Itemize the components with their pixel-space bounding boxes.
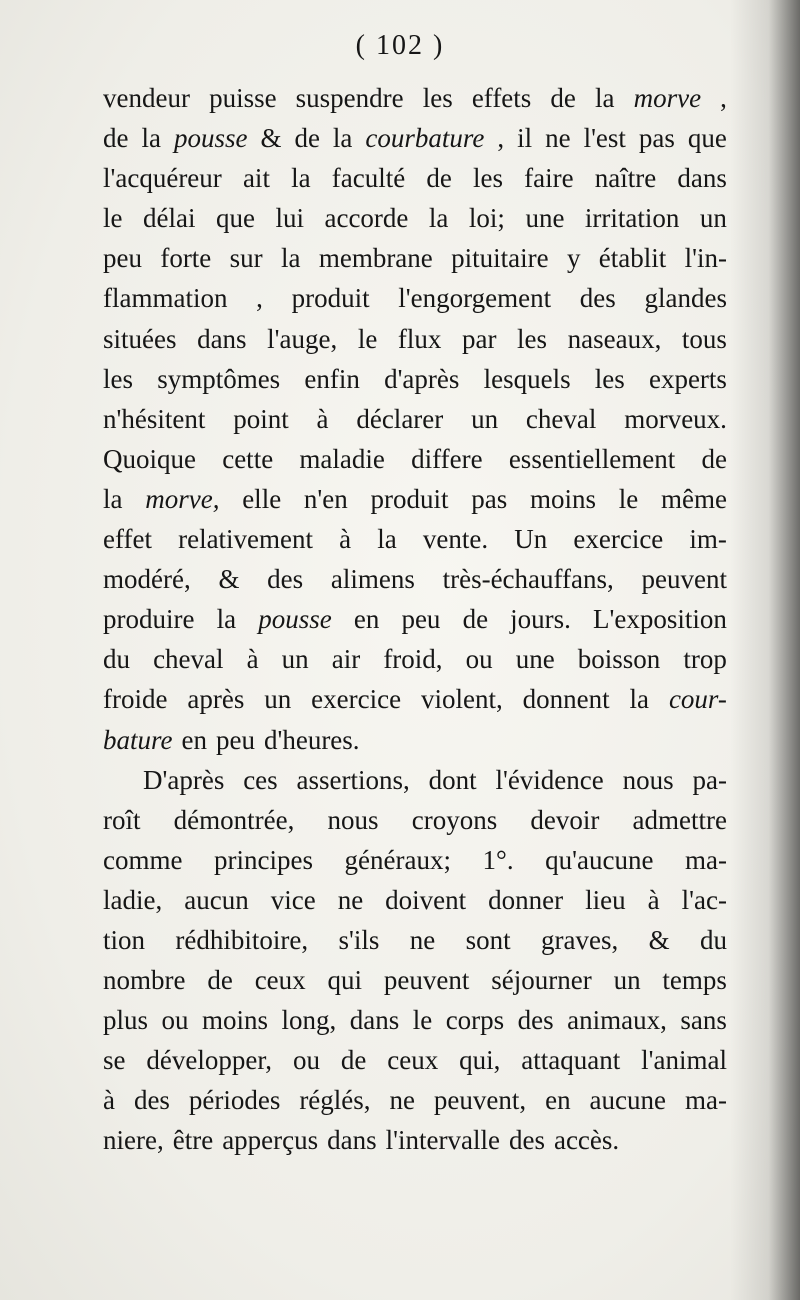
- word: peu: [401, 604, 441, 635]
- word: essentiellement: [508, 443, 676, 474]
- word: un: [471, 403, 499, 434]
- word: ces: [243, 764, 278, 795]
- word: differe: [411, 443, 483, 474]
- word: naître: [594, 163, 657, 194]
- word: établit: [598, 243, 667, 274]
- word: accès.: [553, 1125, 620, 1156]
- word: à: [316, 403, 329, 434]
- word: sont: [465, 924, 511, 955]
- word: la: [428, 203, 449, 234]
- word: accorde: [324, 203, 409, 234]
- word: l'est: [583, 123, 626, 154]
- word: im-: [689, 524, 727, 555]
- word: faculté: [331, 163, 406, 194]
- word: ne: [389, 1085, 415, 1116]
- word: cette: [222, 443, 274, 474]
- word: l'ac-: [681, 884, 727, 915]
- word: ,: [720, 83, 727, 113]
- text-line: [103, 679, 727, 719]
- text-line: [103, 78, 727, 118]
- word: déclarer: [356, 403, 444, 434]
- word: vente.: [422, 524, 489, 555]
- word: experts: [648, 363, 727, 394]
- word: effets: [471, 83, 532, 113]
- word: pousse: [258, 604, 332, 635]
- word: exercice: [573, 524, 664, 555]
- text-line: [103, 118, 727, 158]
- text-line: [103, 158, 727, 198]
- word: lesquels: [483, 363, 571, 394]
- word: Quoique: [103, 443, 196, 474]
- word: ne: [337, 884, 364, 915]
- word: pas: [638, 123, 675, 154]
- word: le: [357, 323, 378, 354]
- word: situées: [103, 323, 177, 354]
- word: devoir: [530, 804, 600, 835]
- word: une: [525, 203, 565, 234]
- word: à: [339, 524, 352, 555]
- text-line: [103, 1080, 727, 1120]
- word: la: [103, 483, 123, 514]
- text-line: [103, 720, 727, 760]
- word: un: [699, 203, 727, 234]
- text-line: [103, 238, 727, 278]
- word: symptômes: [157, 363, 281, 394]
- page-number: ( 102 ): [355, 30, 445, 61]
- word: produit: [370, 483, 449, 514]
- word: L'exposition: [593, 604, 727, 635]
- word: morveux.: [624, 403, 727, 434]
- word: ma-: [684, 1085, 727, 1116]
- word: des: [267, 564, 304, 595]
- word: aucun: [184, 884, 249, 915]
- word: y: [566, 243, 581, 274]
- word: modéré,: [103, 564, 191, 595]
- word: pousse: [173, 123, 248, 154]
- text-line: [103, 1040, 727, 1080]
- word: moins: [529, 483, 596, 514]
- text-line: [103, 519, 727, 559]
- word: de: [701, 443, 727, 474]
- word: jours.: [510, 604, 571, 635]
- word: nous: [327, 804, 379, 835]
- word: vice: [270, 884, 316, 915]
- word: peuvent: [641, 564, 727, 595]
- word: n'en: [303, 483, 348, 514]
- word: Un: [514, 524, 548, 555]
- word: cheval: [153, 644, 224, 675]
- word: lui: [275, 203, 304, 234]
- word: aucune: [589, 1085, 666, 1116]
- word: point: [233, 403, 289, 434]
- word: séjourner: [491, 965, 592, 996]
- word: des: [508, 1125, 545, 1156]
- word: ,: [497, 123, 505, 154]
- word: dans: [677, 163, 727, 194]
- word: dans: [349, 1005, 400, 1036]
- word: dans: [327, 1125, 377, 1156]
- word: irritation: [584, 203, 680, 234]
- word: long,: [281, 1005, 337, 1036]
- word: ceux: [387, 1045, 439, 1076]
- word: flammation: [103, 283, 228, 314]
- word: pa-: [692, 764, 727, 795]
- word: se: [103, 1045, 126, 1076]
- word: de: [550, 83, 576, 113]
- word: la: [377, 524, 397, 555]
- word: en: [353, 604, 380, 635]
- word: qui,: [459, 1045, 501, 1076]
- word: par: [461, 323, 497, 354]
- word: elle: [242, 483, 282, 514]
- word: comme: [103, 844, 183, 875]
- word: donnent: [522, 684, 610, 715]
- word: il: [517, 123, 533, 154]
- word: nombre: [103, 965, 186, 996]
- word: lieu: [585, 884, 626, 915]
- word: très-échauffans,: [442, 564, 614, 595]
- word: niere,: [103, 1125, 164, 1156]
- word: cheval: [525, 403, 597, 434]
- word: l'in-: [684, 243, 727, 274]
- word: des: [517, 1005, 554, 1036]
- word: d'après: [384, 363, 460, 394]
- word: la: [594, 83, 615, 113]
- word: la: [332, 123, 353, 154]
- text-line: [103, 479, 727, 519]
- word: de: [207, 965, 233, 996]
- word: des: [133, 1085, 170, 1116]
- word: les: [422, 83, 453, 113]
- word: forte: [160, 243, 212, 274]
- word: ceux: [254, 965, 306, 996]
- word: boisson: [577, 644, 661, 675]
- word: un: [281, 644, 309, 675]
- word: délai: [143, 203, 196, 234]
- word: ladie,: [103, 884, 163, 915]
- word: morve: [633, 83, 702, 113]
- word: apperçus: [222, 1125, 319, 1156]
- word: sur: [229, 243, 263, 274]
- word: du: [699, 924, 727, 955]
- word: la: [141, 123, 161, 154]
- word: froide: [103, 684, 168, 715]
- word: de: [103, 123, 129, 154]
- text-line: [103, 559, 727, 599]
- text-line: [103, 800, 727, 840]
- word: sans: [680, 1005, 727, 1036]
- word: moins: [201, 1005, 268, 1036]
- word: graves,: [541, 924, 619, 955]
- text-line: [103, 278, 727, 318]
- text-line: [103, 319, 727, 359]
- word: vendeur: [103, 83, 190, 113]
- word: flux: [397, 323, 442, 354]
- word: pas: [471, 483, 508, 514]
- word: cour-: [668, 684, 727, 715]
- word: nous: [622, 764, 674, 795]
- word: loi;: [468, 203, 505, 234]
- word: faire: [524, 163, 574, 194]
- word: une: [515, 644, 555, 675]
- word: temps: [662, 965, 727, 996]
- word: le: [412, 1005, 433, 1036]
- word: à: [246, 644, 259, 675]
- word: maladie: [299, 443, 385, 474]
- word: périodes: [188, 1085, 281, 1116]
- word: que: [215, 203, 255, 234]
- word: à: [103, 1085, 115, 1116]
- text-line: [103, 639, 727, 679]
- text-line: [103, 960, 727, 1000]
- word: tous: [681, 323, 727, 354]
- word: attaquant: [521, 1045, 621, 1076]
- page-edge-shadow: [730, 0, 800, 1300]
- word: principes: [214, 844, 313, 875]
- word: les: [594, 363, 625, 394]
- word: la: [291, 163, 311, 194]
- word: air: [331, 644, 361, 675]
- text-line: [103, 880, 727, 920]
- word: les: [517, 323, 548, 354]
- word: puisse: [209, 83, 277, 113]
- word: peu: [215, 724, 255, 755]
- word: être: [172, 1125, 214, 1156]
- text-line: [103, 760, 727, 800]
- word: croyons: [411, 804, 498, 835]
- word: du: [103, 644, 130, 675]
- word: trop: [683, 644, 727, 675]
- word: rédhibitoire,: [175, 924, 309, 955]
- word: glandes: [644, 283, 727, 314]
- word: réglés,: [299, 1085, 371, 1116]
- text-line: [103, 599, 727, 639]
- word: plus: [103, 1005, 149, 1036]
- word: peuvent: [383, 965, 470, 996]
- text-line: [103, 840, 727, 880]
- text-line: [103, 439, 727, 479]
- word: les: [473, 163, 504, 194]
- paragraph: [103, 760, 727, 1161]
- word: l'évidence: [495, 764, 604, 795]
- word: admettre: [632, 804, 727, 835]
- text-line: [103, 198, 727, 238]
- word: &: [648, 924, 670, 955]
- word: que: [687, 123, 727, 154]
- word: peuvent,: [433, 1085, 527, 1116]
- word: en: [181, 724, 207, 755]
- word: dont: [428, 764, 477, 795]
- word: animaux,: [567, 1005, 667, 1036]
- word: relativement: [178, 524, 314, 555]
- word: corps: [445, 1005, 505, 1036]
- paragraph: [103, 78, 727, 760]
- word: ,: [256, 283, 263, 314]
- word: violent,: [420, 684, 503, 715]
- word: s'ils: [338, 924, 380, 955]
- word: ma-: [684, 844, 727, 875]
- word: à: [647, 884, 660, 915]
- word: &: [218, 564, 240, 595]
- word: &: [260, 123, 282, 154]
- word: peu: [103, 243, 142, 274]
- word: enfin: [304, 363, 360, 394]
- word: généraux;: [344, 844, 451, 875]
- word: les: [103, 363, 133, 394]
- word: exercice: [311, 684, 402, 715]
- word: doivent: [385, 884, 467, 915]
- body-text: [103, 78, 727, 1161]
- word: froid,: [383, 644, 443, 675]
- text-line: [103, 920, 727, 960]
- word: roît: [103, 804, 141, 835]
- word: ne: [409, 924, 436, 955]
- word: naseaux,: [567, 323, 662, 354]
- word: 1°.: [482, 844, 514, 875]
- word: développer,: [146, 1045, 273, 1076]
- word: la: [216, 604, 237, 635]
- text-line: [103, 1000, 727, 1040]
- word: D'après: [143, 764, 225, 795]
- word: démontrée,: [173, 804, 295, 835]
- word: même: [660, 483, 727, 514]
- text-line: [103, 399, 727, 439]
- word: ait: [242, 163, 270, 194]
- word: un: [613, 965, 641, 996]
- word: de: [294, 123, 320, 154]
- word: membrane: [318, 243, 433, 274]
- word: produit: [291, 283, 370, 314]
- word: le: [103, 203, 123, 234]
- text-line: [103, 359, 727, 399]
- word: d'heures.: [263, 724, 360, 755]
- word: morve,: [145, 483, 220, 514]
- word: l'acquéreur: [103, 163, 222, 194]
- word: ou: [292, 1045, 320, 1076]
- word: assertions,: [296, 764, 410, 795]
- word: qu'aucune: [545, 844, 654, 875]
- word: ne: [545, 123, 571, 154]
- word: dans: [197, 323, 247, 354]
- word: la: [280, 243, 301, 274]
- word: en: [545, 1085, 571, 1116]
- word: l'animal: [641, 1045, 727, 1076]
- word: donner: [488, 884, 564, 915]
- word: ou: [161, 1005, 189, 1036]
- word: suspendre: [295, 83, 404, 113]
- word: l'engorgement: [398, 283, 552, 314]
- word: tion: [103, 924, 146, 955]
- word: des: [579, 283, 616, 314]
- word: courbature: [365, 123, 485, 154]
- word: ou: [465, 644, 493, 675]
- word: produire: [103, 604, 195, 635]
- word: le: [618, 483, 639, 514]
- word: de: [462, 604, 489, 635]
- word: bature: [103, 724, 173, 755]
- word: n'hésitent: [103, 403, 206, 434]
- word: alimens: [330, 564, 415, 595]
- text-line: [103, 1120, 727, 1160]
- word: qui: [327, 965, 363, 996]
- word: la: [629, 684, 650, 715]
- word: l'auge,: [267, 323, 338, 354]
- word: après: [187, 684, 245, 715]
- word: de: [340, 1045, 367, 1076]
- word: un: [264, 684, 292, 715]
- word: effet: [103, 524, 152, 555]
- word: pituitaire: [451, 243, 549, 274]
- word: l'intervalle: [385, 1125, 500, 1156]
- word: de: [426, 163, 452, 194]
